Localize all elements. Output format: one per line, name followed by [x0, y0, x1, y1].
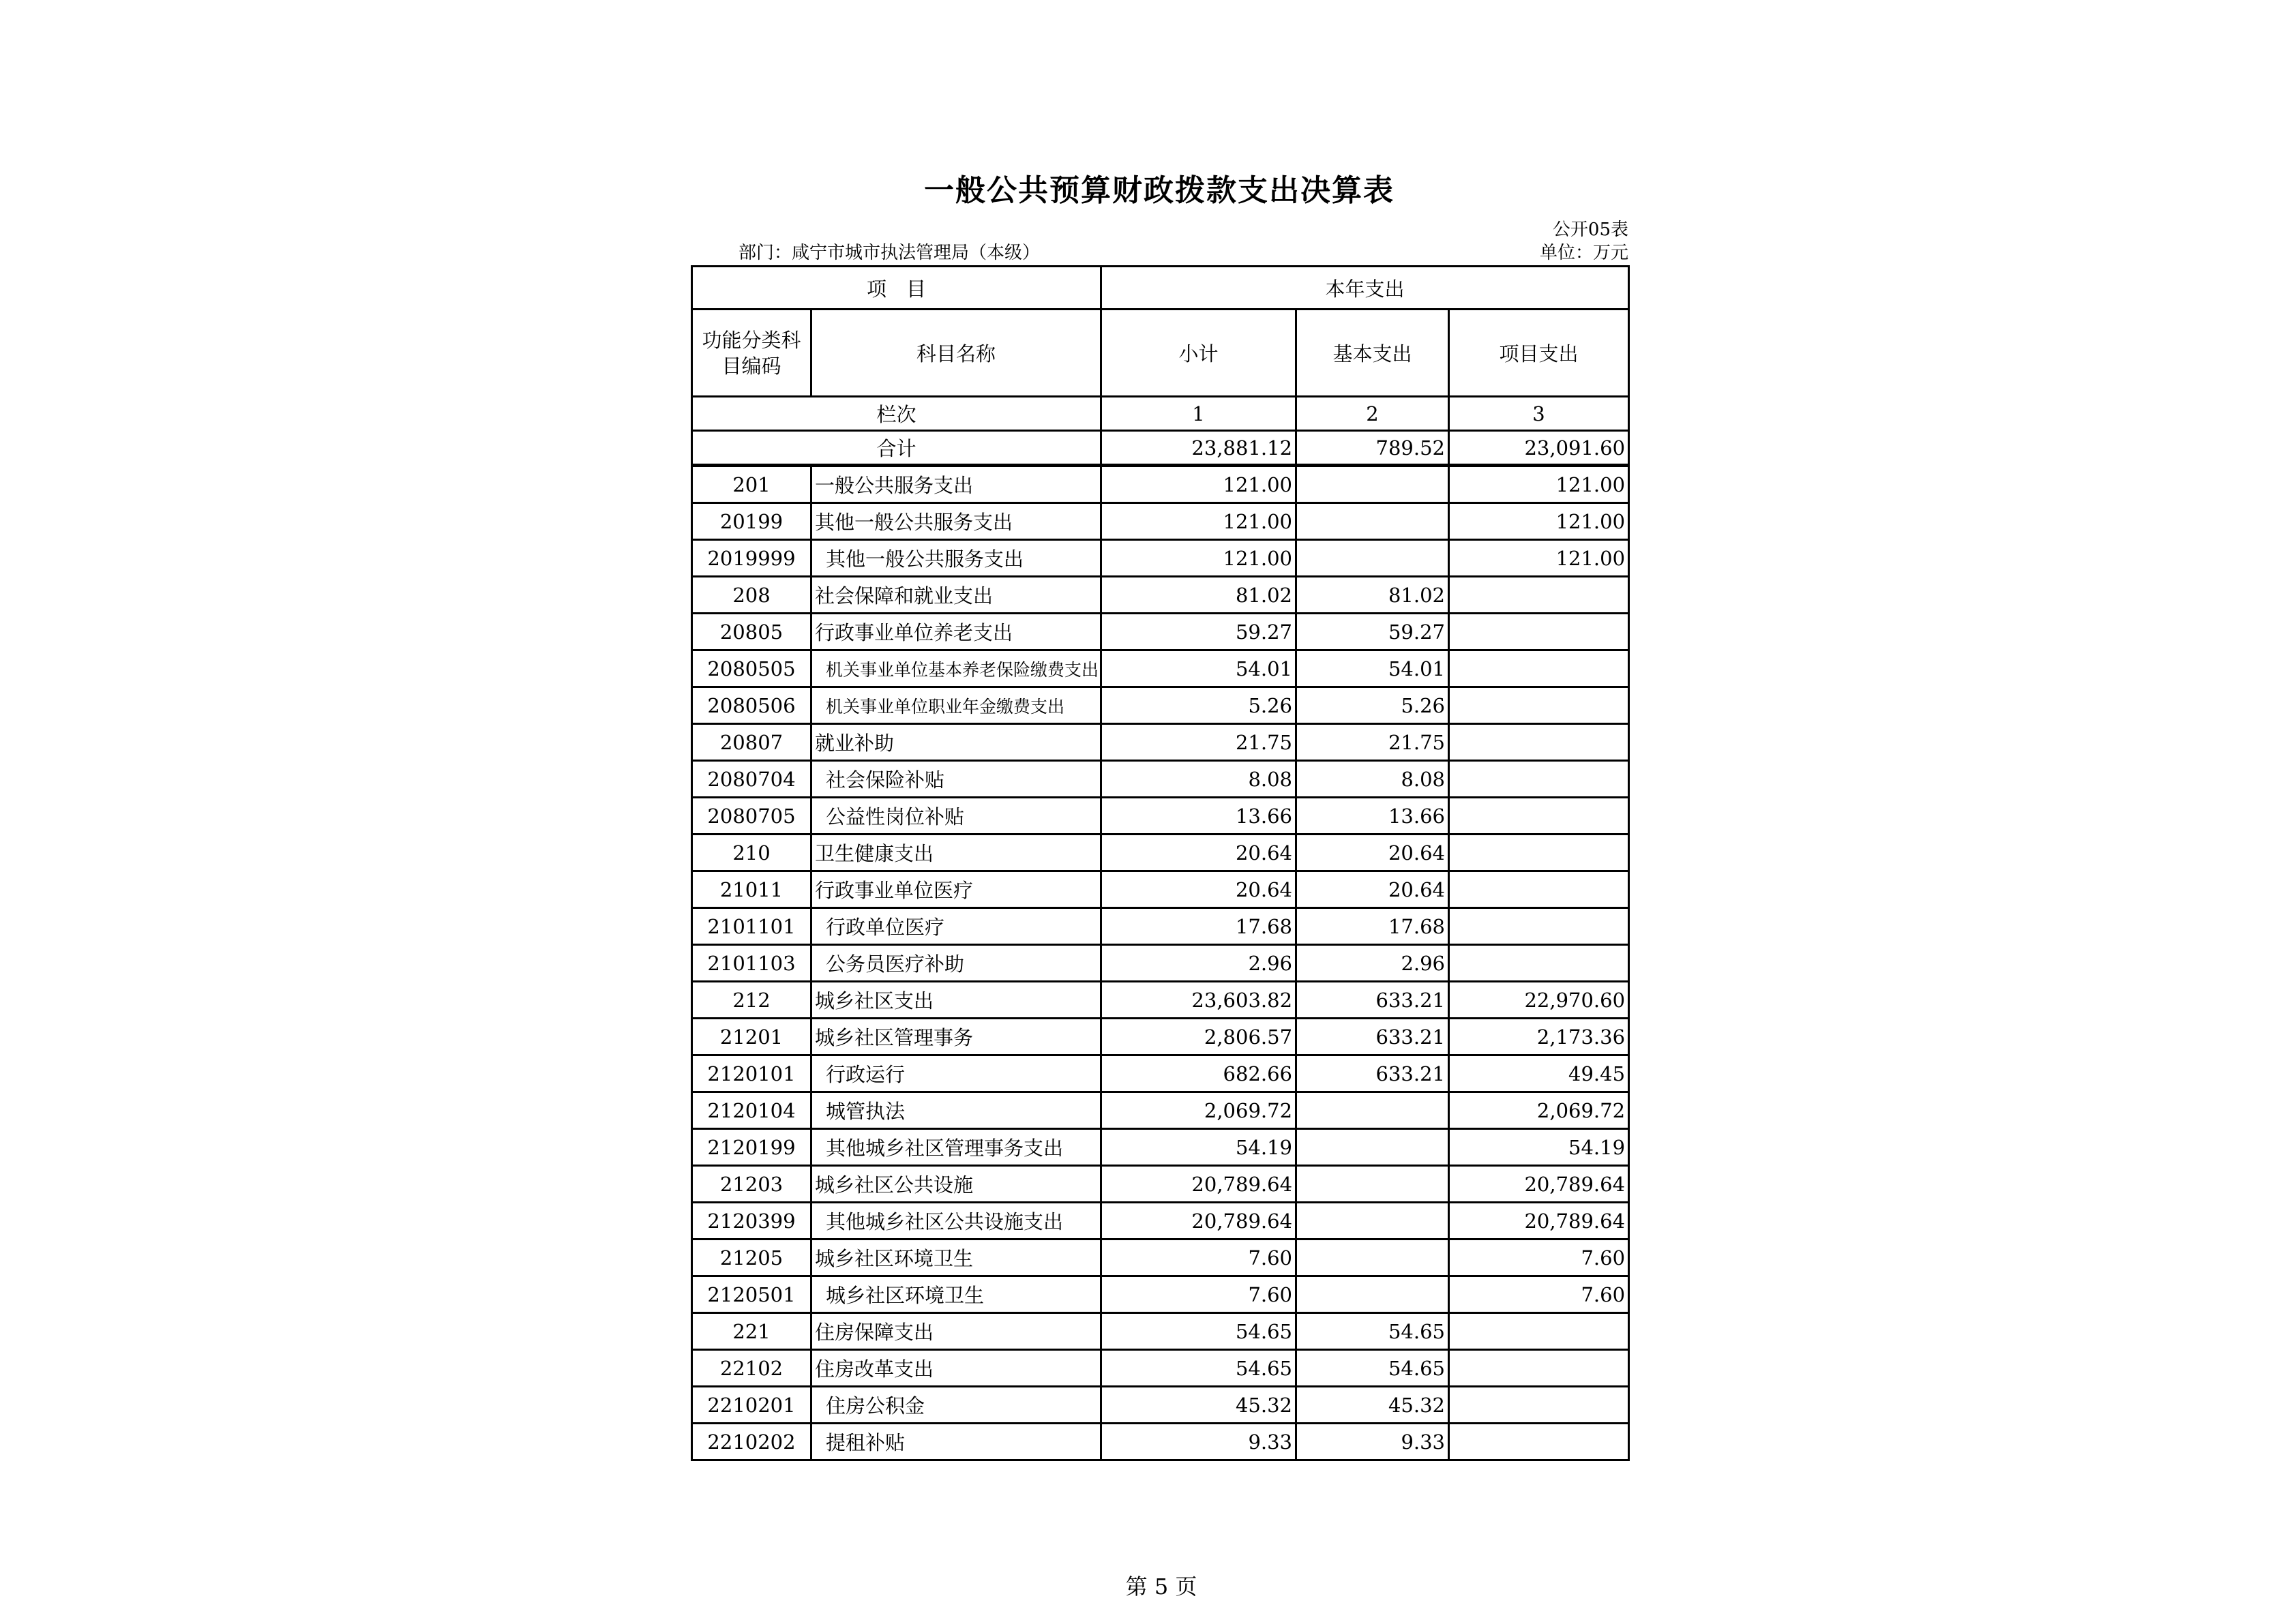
- row-code: 20199: [692, 503, 811, 540]
- row-code: 2210201: [692, 1387, 811, 1424]
- row-code: 2120101: [692, 1055, 811, 1092]
- column-number-3: 3: [1449, 397, 1629, 431]
- table-row: [692, 650, 1629, 687]
- row-code: 21203: [692, 1166, 811, 1203]
- row-project: 20,789.64: [1449, 1166, 1629, 1203]
- row-basic: [1296, 503, 1449, 540]
- row-name: 其他城乡社区公共设施支出: [811, 1203, 1101, 1240]
- row-basic: [1296, 1203, 1449, 1240]
- header-row-2: [692, 310, 1629, 397]
- row-name: 城乡社区支出: [811, 982, 1101, 1019]
- row-project: 54.19: [1449, 1129, 1629, 1166]
- row-code: 2120399: [692, 1203, 811, 1240]
- row-subtotal: 17.68: [1101, 908, 1296, 945]
- row-subtotal: 121.00: [1101, 466, 1296, 503]
- row-basic: 54.01: [1296, 650, 1449, 687]
- total-label: 合计: [692, 431, 1101, 466]
- expenditure-table: [691, 265, 1630, 1461]
- row-code: 221: [692, 1313, 811, 1350]
- row-project: 121.00: [1449, 540, 1629, 577]
- row-subtotal: 13.66: [1101, 798, 1296, 835]
- row-code: 21205: [692, 1240, 811, 1276]
- table-row: [692, 614, 1629, 650]
- row-name: 城乡社区管理事务: [811, 1019, 1101, 1055]
- row-code: 2101101: [692, 908, 811, 945]
- row-project: 2,173.36: [1449, 1019, 1629, 1055]
- row-subtotal: 23,603.82: [1101, 982, 1296, 1019]
- row-subtotal: 121.00: [1101, 503, 1296, 540]
- row-name: 行政运行: [811, 1055, 1101, 1092]
- table-row: [692, 871, 1629, 908]
- row-name: 其他一般公共服务支出: [811, 540, 1101, 577]
- row-subtotal: 2.96: [1101, 945, 1296, 982]
- row-project: 121.00: [1449, 503, 1629, 540]
- row-code: 21011: [692, 871, 811, 908]
- header-basic: 基本支出: [1296, 310, 1449, 397]
- row-name: 就业补助: [811, 724, 1101, 761]
- row-subtotal: 9.33: [1101, 1424, 1296, 1460]
- row-code: 201: [692, 466, 811, 503]
- table-row: [692, 1055, 1629, 1092]
- table-row: [692, 982, 1629, 1019]
- row-code: 208: [692, 577, 811, 614]
- table-row: [692, 761, 1629, 798]
- column-number-1: 1: [1101, 397, 1296, 431]
- row-project: 7.60: [1449, 1240, 1629, 1276]
- column-order-row: [692, 397, 1629, 431]
- row-code: 210: [692, 835, 811, 871]
- row-name: 行政单位医疗: [811, 908, 1101, 945]
- row-basic: 17.68: [1296, 908, 1449, 945]
- row-basic: 54.65: [1296, 1350, 1449, 1387]
- row-subtotal: 54.19: [1101, 1129, 1296, 1166]
- table-row: [692, 1019, 1629, 1055]
- row-name: 一般公共服务支出: [811, 466, 1101, 503]
- row-project: 20,789.64: [1449, 1203, 1629, 1240]
- row-basic: 9.33: [1296, 1424, 1449, 1460]
- row-code: 2120501: [692, 1276, 811, 1313]
- row-project: [1449, 577, 1629, 614]
- row-name: 城乡社区环境卫生: [811, 1276, 1101, 1313]
- row-subtotal: 7.60: [1101, 1276, 1296, 1313]
- row-subtotal: 59.27: [1101, 614, 1296, 650]
- page-title: 一般公共预算财政拨款支出决算表: [924, 173, 1395, 208]
- table-row: [692, 945, 1629, 982]
- table-row: [692, 908, 1629, 945]
- row-project: [1449, 871, 1629, 908]
- row-code: 21201: [692, 1019, 811, 1055]
- row-code: 2080705: [692, 798, 811, 835]
- table-row: [692, 1350, 1629, 1387]
- row-code: 2120199: [692, 1129, 811, 1166]
- table-row: [692, 577, 1629, 614]
- row-basic: [1296, 466, 1449, 503]
- row-name: 提租补贴: [811, 1424, 1101, 1460]
- row-name: 城乡社区环境卫生: [811, 1240, 1101, 1276]
- row-subtotal: 2,806.57: [1101, 1019, 1296, 1055]
- row-project: [1449, 945, 1629, 982]
- row-code: 212: [692, 982, 811, 1019]
- table-row: [692, 1313, 1629, 1350]
- table-row: [692, 540, 1629, 577]
- row-name: 住房改革支出: [811, 1350, 1101, 1387]
- row-project: [1449, 908, 1629, 945]
- row-project: [1449, 1424, 1629, 1460]
- row-code: 2210202: [692, 1424, 811, 1460]
- row-basic: 633.21: [1296, 1055, 1449, 1092]
- table-row: [692, 503, 1629, 540]
- row-name: 公益性岗位补贴: [811, 798, 1101, 835]
- header-row-1: [692, 267, 1629, 310]
- row-project: 49.45: [1449, 1055, 1629, 1092]
- row-project: [1449, 614, 1629, 650]
- table-row: [692, 798, 1629, 835]
- header-code: 功能分类科目编码: [692, 310, 811, 397]
- row-project: 22,970.60: [1449, 982, 1629, 1019]
- total-subtotal: 23,881.12: [1101, 431, 1296, 466]
- row-basic: 13.66: [1296, 798, 1449, 835]
- table-row: [692, 835, 1629, 871]
- table-row: [692, 1387, 1629, 1424]
- row-subtotal: 8.08: [1101, 761, 1296, 798]
- row-subtotal: 54.01: [1101, 650, 1296, 687]
- row-subtotal: 45.32: [1101, 1387, 1296, 1424]
- row-name: 卫生健康支出: [811, 835, 1101, 871]
- row-basic: [1296, 1129, 1449, 1166]
- row-name: 社会保障和就业支出: [811, 577, 1101, 614]
- row-subtotal: 54.65: [1101, 1313, 1296, 1350]
- table-row: [692, 1129, 1629, 1166]
- row-code: 2120104: [692, 1092, 811, 1129]
- header-subtotal: 小计: [1101, 310, 1296, 397]
- row-project: [1449, 798, 1629, 835]
- row-subtotal: 54.65: [1101, 1350, 1296, 1387]
- form-number: 公开05表: [1552, 220, 1628, 240]
- row-project: [1449, 1313, 1629, 1350]
- row-basic: 45.32: [1296, 1387, 1449, 1424]
- table-row: [692, 1092, 1629, 1129]
- row-subtotal: 682.66: [1101, 1055, 1296, 1092]
- row-name: 城乡社区公共设施: [811, 1166, 1101, 1203]
- department-label: 部门：咸宁市城市执法管理局（本级）: [739, 243, 1041, 263]
- row-name: 其他城乡社区管理事务支出: [811, 1129, 1101, 1166]
- row-name: 机关事业单位职业年金缴费支出: [811, 687, 1101, 724]
- row-name: 机关事业单位基本养老保险缴费支出: [811, 650, 1101, 687]
- column-order-label: 栏次: [692, 397, 1101, 431]
- table-row: [692, 724, 1629, 761]
- row-code: 2080505: [692, 650, 811, 687]
- row-code: 22102: [692, 1350, 811, 1387]
- row-name: 行政事业单位医疗: [811, 871, 1101, 908]
- row-subtotal: 20,789.64: [1101, 1203, 1296, 1240]
- row-subtotal: 20.64: [1101, 871, 1296, 908]
- row-basic: 20.64: [1296, 835, 1449, 871]
- row-subtotal: 121.00: [1101, 540, 1296, 577]
- table-row: [692, 1166, 1629, 1203]
- row-project: [1449, 1387, 1629, 1424]
- row-basic: 8.08: [1296, 761, 1449, 798]
- header-project: 项目支出: [1449, 310, 1629, 397]
- row-project: [1449, 650, 1629, 687]
- table-row: [692, 466, 1629, 503]
- row-project: [1449, 724, 1629, 761]
- row-subtotal: 20,789.64: [1101, 1166, 1296, 1203]
- row-name: 社会保险补贴: [811, 761, 1101, 798]
- row-code: 20807: [692, 724, 811, 761]
- row-project: 7.60: [1449, 1276, 1629, 1313]
- row-project: [1449, 687, 1629, 724]
- row-basic: [1296, 1092, 1449, 1129]
- table-row: [692, 1240, 1629, 1276]
- row-basic: 2.96: [1296, 945, 1449, 982]
- page-number: 第 5 页: [1125, 1574, 1197, 1600]
- row-basic: 20.64: [1296, 871, 1449, 908]
- row-basic: [1296, 1240, 1449, 1276]
- row-subtotal: 20.64: [1101, 835, 1296, 871]
- row-name: 住房公积金: [811, 1387, 1101, 1424]
- table-row: [692, 1203, 1629, 1240]
- row-code: 2080506: [692, 687, 811, 724]
- header-item: 项 目: [692, 267, 1101, 310]
- row-project: [1449, 1350, 1629, 1387]
- row-subtotal: 81.02: [1101, 577, 1296, 614]
- header-name: 科目名称: [811, 310, 1101, 397]
- row-project: [1449, 835, 1629, 871]
- row-basic: [1296, 540, 1449, 577]
- row-basic: 54.65: [1296, 1313, 1449, 1350]
- total-basic: 789.52: [1296, 431, 1449, 466]
- row-basic: 5.26: [1296, 687, 1449, 724]
- row-basic: [1296, 1276, 1449, 1313]
- table-row: [692, 687, 1629, 724]
- row-name: 行政事业单位养老支出: [811, 614, 1101, 650]
- row-basic: 21.75: [1296, 724, 1449, 761]
- row-basic: 633.21: [1296, 982, 1449, 1019]
- row-name: 其他一般公共服务支出: [811, 503, 1101, 540]
- row-basic: 81.02: [1296, 577, 1449, 614]
- table-row: [692, 1276, 1629, 1313]
- row-project: 2,069.72: [1449, 1092, 1629, 1129]
- row-basic: [1296, 1166, 1449, 1203]
- column-number-2: 2: [1296, 397, 1449, 431]
- header-current-year: 本年支出: [1101, 267, 1629, 310]
- total-project: 23,091.60: [1449, 431, 1629, 466]
- row-subtotal: 21.75: [1101, 724, 1296, 761]
- unit-label: 单位：万元: [1539, 243, 1628, 263]
- row-basic: 633.21: [1296, 1019, 1449, 1055]
- table-row: [692, 1424, 1629, 1460]
- row-subtotal: 2,069.72: [1101, 1092, 1296, 1129]
- row-code: 2080704: [692, 761, 811, 798]
- row-name: 城管执法: [811, 1092, 1101, 1129]
- row-code: 20805: [692, 614, 811, 650]
- row-project: 121.00: [1449, 466, 1629, 503]
- row-name: 住房保障支出: [811, 1313, 1101, 1350]
- row-subtotal: 5.26: [1101, 687, 1296, 724]
- row-basic: 59.27: [1296, 614, 1449, 650]
- row-subtotal: 7.60: [1101, 1240, 1296, 1276]
- row-code: 2101103: [692, 945, 811, 982]
- row-project: [1449, 761, 1629, 798]
- row-code: 2019999: [692, 540, 811, 577]
- row-name: 公务员医疗补助: [811, 945, 1101, 982]
- total-row: [692, 431, 1629, 466]
